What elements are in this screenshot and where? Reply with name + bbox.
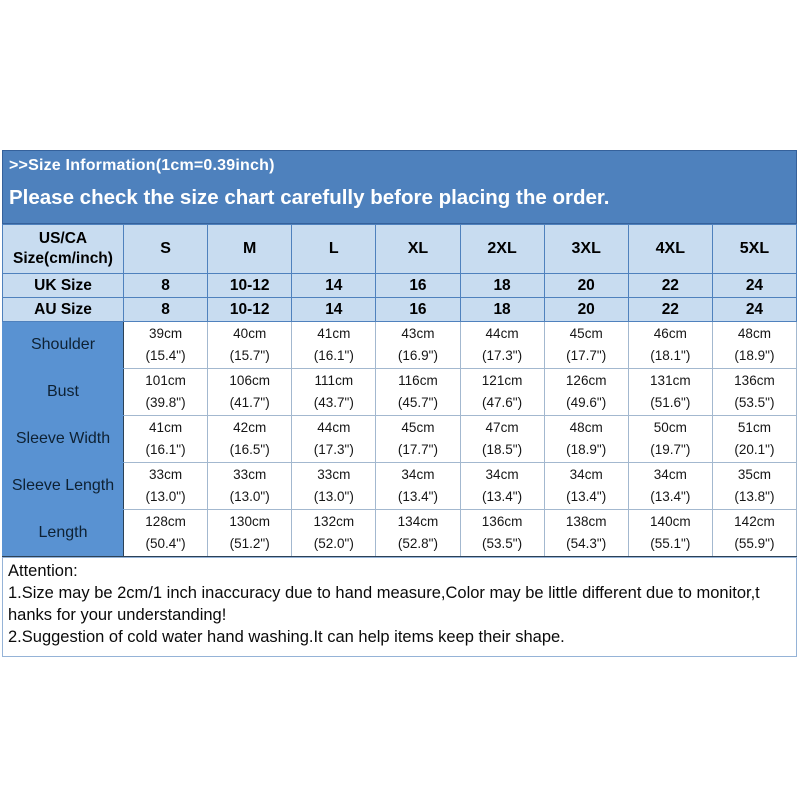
measurement-inch: (43.7") [313, 395, 354, 410]
measurement-cm: 136cm [481, 514, 523, 530]
measurement-cell [544, 463, 628, 510]
measurement-cell [124, 369, 208, 416]
measurement-cell [712, 322, 796, 369]
size-header-cell: XL [376, 225, 460, 274]
measurement-cell [292, 369, 376, 416]
au-size-cell: 24 [712, 298, 796, 322]
uk-size-cell: 24 [712, 274, 796, 298]
uk-size-label: UK Size [3, 274, 124, 298]
measurement-inch: (51.6") [650, 395, 691, 410]
measurement-cell [124, 416, 208, 463]
measurement-inch: (52.0") [313, 536, 354, 551]
measurement-inch: (16.1") [145, 442, 186, 457]
measurement-cell [208, 463, 292, 510]
measurement-inch: (13.4") [397, 489, 438, 504]
size-header-cell: S [124, 225, 208, 274]
measurement-inch: (17.3") [482, 348, 523, 363]
measurement-inch: (53.5") [734, 395, 775, 410]
measurement-inch: (45.7") [397, 395, 438, 410]
measurement-cm: 34cm [485, 467, 519, 483]
measurement-row [3, 416, 797, 463]
measurement-cell [376, 463, 460, 510]
uk-size-row [3, 274, 797, 298]
measurement-cell [292, 322, 376, 369]
size-header-cell: L [292, 225, 376, 274]
measurement-inch: (15.4") [145, 348, 186, 363]
measurement-cell [712, 416, 796, 463]
size-header-cell: 4XL [628, 225, 712, 274]
banner-subtitle: Please check the size chart carefully before placing the order. [9, 186, 610, 209]
size-info-banner [2, 150, 797, 224]
size-chart [2, 150, 797, 657]
measurement-cm: 121cm [481, 373, 523, 389]
measurement-cm: 45cm [569, 326, 603, 342]
measurement-cm: 42cm [233, 420, 267, 436]
measurement-inch: (13.0") [145, 489, 186, 504]
measurement-cell [712, 510, 796, 557]
measurement-cell [712, 369, 796, 416]
measurement-cell [628, 463, 712, 510]
measurement-cm: 138cm [565, 514, 607, 530]
measurement-inch: (16.1") [313, 348, 354, 363]
measurement-cell [376, 322, 460, 369]
measurement-cell [208, 322, 292, 369]
measurement-inch: (18.9") [734, 348, 775, 363]
size-header-cell: 3XL [544, 225, 628, 274]
measurement-cm: 132cm [313, 514, 355, 530]
uk-size-cell: 20 [544, 274, 628, 298]
measurement-cm: 39cm [149, 326, 183, 342]
measurement-row [3, 322, 797, 369]
measurement-cell [460, 322, 544, 369]
measurement-cell [544, 369, 628, 416]
measurement-cm: 40cm [233, 326, 267, 342]
size-header-cell: M [208, 225, 292, 274]
uk-size-cell: 10-12 [208, 274, 292, 298]
uk-size-cell: 8 [124, 274, 208, 298]
measurement-cm: 142cm [734, 514, 775, 530]
measurement-label: Shoulder [3, 322, 124, 369]
measurement-cell [292, 510, 376, 557]
measurement-cell [208, 369, 292, 416]
measurement-label: Length [3, 510, 124, 557]
au-size-cell: 10-12 [208, 298, 292, 322]
measurement-cm: 106cm [229, 373, 270, 389]
measurement-cell [628, 510, 712, 557]
measurement-cell [544, 322, 628, 369]
measurement-cm: 126cm [565, 373, 607, 389]
measurement-cell [376, 369, 460, 416]
measurement-cell [208, 510, 292, 557]
measurement-inch: (18.1") [650, 348, 691, 363]
au-size-cell: 22 [628, 298, 712, 322]
measurement-inch: (20.1") [734, 442, 775, 457]
attention-note [2, 557, 797, 657]
measurement-cm: 140cm [650, 514, 691, 530]
measurement-cm: 44cm [485, 326, 519, 342]
measurement-cell [376, 416, 460, 463]
measurement-cm: 48cm [569, 420, 603, 436]
banner-title: >>Size Information(1cm=0.39inch) [9, 157, 275, 174]
au-size-row [3, 298, 797, 322]
measurement-row [3, 463, 797, 510]
measurement-cell [460, 369, 544, 416]
measurement-cm: 111cm [314, 373, 354, 389]
measurement-inch: (19.7") [650, 442, 691, 457]
measurement-inch: (13.4") [482, 489, 523, 504]
measurement-inch: (54.3") [566, 536, 607, 551]
au-size-cell: 8 [124, 298, 208, 322]
measurement-inch: (55.1") [650, 536, 691, 551]
attention-line: 2.Suggestion of cold water hand washing.It can help items keep their shape. [8, 627, 565, 646]
measurement-cell [628, 322, 712, 369]
measurement-cm: 35cm [737, 467, 771, 483]
measurement-inch: (55.9") [734, 536, 775, 551]
measurement-cell [628, 369, 712, 416]
measurement-inch: (13.0") [229, 489, 270, 504]
measurement-inch: (18.5") [482, 442, 523, 457]
measurement-inch: (13.8") [734, 489, 775, 504]
measurement-cm: 131cm [650, 373, 691, 389]
measurement-cm: 136cm [734, 373, 775, 389]
measurement-inch: (41.7") [229, 395, 270, 410]
measurement-row [3, 369, 797, 416]
measurement-inch: (16.9") [397, 348, 438, 363]
measurement-cell [544, 510, 628, 557]
measurement-inch: (17.3") [313, 442, 354, 457]
measurement-inch: (13.4") [566, 489, 607, 504]
measurement-cm: 46cm [653, 326, 687, 342]
size-header-cell: 2XL [460, 225, 544, 274]
measurement-cm: 130cm [229, 514, 270, 530]
uk-size-cell: 16 [376, 274, 460, 298]
measurement-cell [292, 416, 376, 463]
au-size-cell: 16 [376, 298, 460, 322]
measurement-cm: 45cm [401, 420, 435, 436]
measurement-cm: 34cm [401, 467, 435, 483]
measurement-cm: 48cm [737, 326, 771, 342]
measurement-cm: 116cm [398, 373, 438, 389]
au-size-cell: 14 [292, 298, 376, 322]
measurement-inch: (17.7") [566, 348, 607, 363]
measurement-cm: 101cm [145, 373, 186, 389]
au-size-label: AU Size [3, 298, 124, 322]
measurement-inch: (51.2") [229, 536, 270, 551]
size-table [2, 224, 797, 557]
measurement-cell [124, 322, 208, 369]
uk-size-cell: 18 [460, 274, 544, 298]
measurement-cell [628, 416, 712, 463]
measurement-cm: 33cm [317, 467, 351, 483]
measurement-cm: 33cm [149, 467, 183, 483]
measurement-label: Sleeve Length [3, 463, 124, 510]
measurement-label: Sleeve Width [3, 416, 124, 463]
measurement-cm: 128cm [145, 514, 186, 530]
au-size-cell: 18 [460, 298, 544, 322]
measurement-cm: 134cm [397, 514, 439, 530]
measurement-cell [460, 463, 544, 510]
au-size-cell: 20 [544, 298, 628, 322]
measurement-cm: 41cm [149, 420, 183, 436]
measurement-cm: 50cm [653, 420, 687, 436]
measurement-inch: (50.4") [145, 536, 186, 551]
uk-size-cell: 22 [628, 274, 712, 298]
measurement-inch: (13.4") [650, 489, 691, 504]
measurement-cell [376, 510, 460, 557]
measurement-inch: (17.7") [397, 442, 438, 457]
measurement-cm: 44cm [317, 420, 351, 436]
measurement-cell [124, 463, 208, 510]
measurement-cm: 41cm [317, 326, 351, 342]
measurement-cell [544, 416, 628, 463]
measurement-cm: 51cm [737, 420, 771, 436]
measurement-inch: (16.5") [229, 442, 270, 457]
measurement-inch: (15.7") [229, 348, 270, 363]
measurement-cell [460, 510, 544, 557]
measurement-cell [460, 416, 544, 463]
measurement-inch: (39.8") [145, 395, 186, 410]
measurement-cm: 33cm [233, 467, 267, 483]
measurement-cm: 34cm [569, 467, 603, 483]
attention-line: 1.Size may be 2cm/1 inch inaccuracy due to hand measure,Color may be little different due to monitor,t [8, 583, 760, 602]
measurement-cm: 47cm [485, 420, 519, 436]
measurement-inch: (52.8") [397, 536, 438, 551]
size-column-header: US/CA Size(cm/inch) [3, 225, 124, 274]
attention-line: Attention: [8, 562, 78, 580]
measurement-label: Bust [3, 369, 124, 416]
measurement-row [3, 510, 797, 557]
measurement-inch: (13.0") [313, 489, 354, 504]
measurement-cm: 34cm [653, 467, 687, 483]
attention-line: hanks for your understanding! [8, 605, 227, 624]
measurement-cell [712, 463, 796, 510]
measurement-inch: (53.5") [482, 536, 523, 551]
measurement-cell [208, 416, 292, 463]
measurement-inch: (47.6") [482, 395, 523, 410]
size-header-cell: 5XL [712, 225, 796, 274]
measurement-inch: (49.6") [566, 395, 607, 410]
uk-size-cell: 14 [292, 274, 376, 298]
measurement-cm: 43cm [401, 326, 435, 342]
measurement-cell [292, 463, 376, 510]
measurement-inch: (18.9") [566, 442, 607, 457]
measurement-cell [124, 510, 208, 557]
